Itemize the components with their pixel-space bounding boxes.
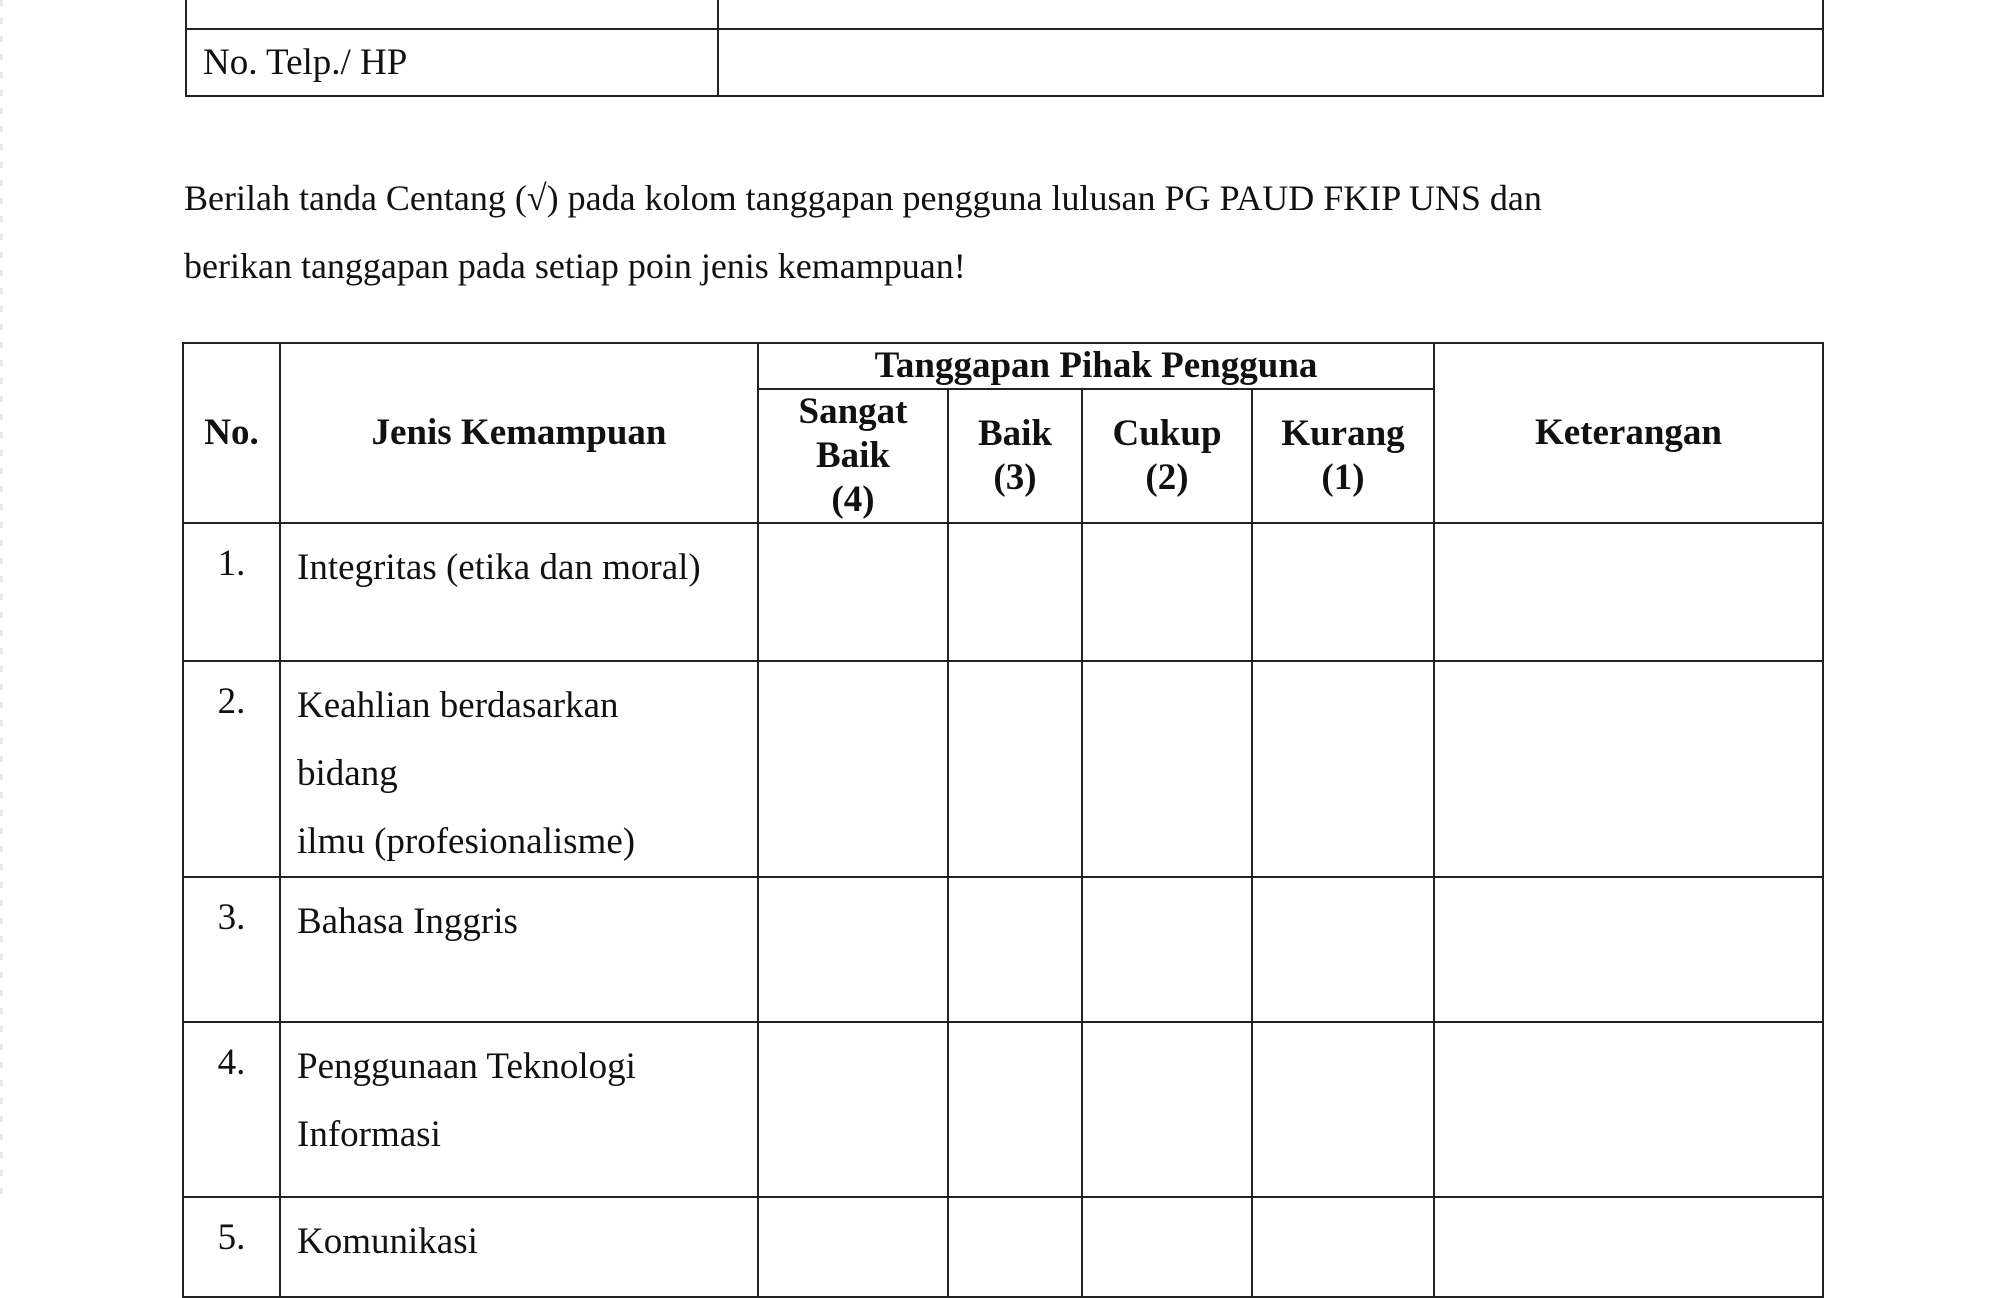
remarks-cell[interactable] xyxy=(1434,523,1823,661)
rating-cell-3[interactable] xyxy=(948,877,1082,1022)
rating-cell-2[interactable] xyxy=(1082,1022,1252,1197)
scale-fair-line1: Cukup xyxy=(1112,413,1222,454)
rating-cell-1[interactable] xyxy=(1252,1022,1434,1197)
ability-cell xyxy=(280,1197,758,1297)
header-scale-poor xyxy=(1252,389,1434,523)
remarks-cell[interactable] xyxy=(1434,1197,1823,1297)
table-row xyxy=(183,661,1823,877)
scale-good-line2: (3) xyxy=(993,457,1037,498)
scale-fair-line2: (2) xyxy=(1145,457,1189,498)
header-scale-very-good xyxy=(758,389,948,523)
rating-cell-4[interactable] xyxy=(758,877,948,1022)
rating-cell-2[interactable] xyxy=(1082,877,1252,1022)
ability-text: Komunikasi xyxy=(297,1221,478,1262)
ability-text: Keahlian berdasarkan xyxy=(297,685,619,726)
rating-cell-1[interactable] xyxy=(1252,523,1434,661)
instruction-line-1: Berilah tanda Centang (√) pada kolom tanggapan pengguna lulusan PG PAUD FKIP UNS dan xyxy=(184,178,1542,218)
scale-very-good-line1: Sangat xyxy=(798,391,908,432)
rating-cell-1[interactable] xyxy=(1252,877,1434,1022)
remarks-cell[interactable] xyxy=(1434,1022,1823,1197)
ability-text: bidang xyxy=(297,753,398,794)
row-number: 5. xyxy=(183,1197,280,1297)
row-number: 2. xyxy=(183,661,280,877)
remarks-cell[interactable] xyxy=(1434,877,1823,1022)
contact-label-cell xyxy=(186,0,718,29)
rating-cell-4[interactable] xyxy=(758,1197,948,1297)
rating-cell-2[interactable] xyxy=(1082,1197,1252,1297)
ability-cell xyxy=(280,661,758,877)
phone-value-field[interactable] xyxy=(718,29,1823,96)
ability-text: ilmu (profesionalisme) xyxy=(297,821,636,862)
rating-cell-3[interactable] xyxy=(948,523,1082,661)
scale-good-line1: Baik xyxy=(977,413,1053,454)
scale-poor-line2: (1) xyxy=(1321,457,1365,498)
table-row xyxy=(183,1022,1823,1197)
rating-cell-1[interactable] xyxy=(1252,661,1434,877)
row-number: 4. xyxy=(183,1022,280,1197)
header-no: No. xyxy=(183,343,280,523)
rating-cell-1[interactable] xyxy=(1252,1197,1434,1297)
instruction-paragraph xyxy=(184,164,1774,300)
phone-label: No. Telp./ HP xyxy=(186,29,718,96)
contact-value-field[interactable] xyxy=(718,0,1823,29)
scale-poor-line1: Kurang xyxy=(1281,413,1405,454)
contact-row-phone xyxy=(186,29,1823,96)
header-row-group xyxy=(183,343,1823,389)
table-row xyxy=(183,877,1823,1022)
contact-row xyxy=(186,0,1823,29)
header-scale-fair xyxy=(1082,389,1252,523)
rating-cell-3[interactable] xyxy=(948,1197,1082,1297)
ability-text: Informasi xyxy=(297,1114,441,1155)
table-row xyxy=(183,523,1823,661)
ability-cell xyxy=(280,1022,758,1197)
ability-text: Bahasa Inggris xyxy=(297,901,518,942)
rating-cell-3[interactable] xyxy=(948,661,1082,877)
scan-edge-marks xyxy=(0,0,3,1200)
rating-cell-2[interactable] xyxy=(1082,661,1252,877)
scale-very-good-line3: (4) xyxy=(831,479,875,520)
header-response-group: Tanggapan Pihak Pengguna xyxy=(758,343,1434,389)
rating-cell-4[interactable] xyxy=(758,661,948,877)
rating-cell-4[interactable] xyxy=(758,1022,948,1197)
ability-cell xyxy=(280,523,758,661)
remarks-cell[interactable] xyxy=(1434,661,1823,877)
header-remarks: Keterangan xyxy=(1434,343,1823,523)
scale-very-good-line2: Baik xyxy=(815,435,891,476)
contact-info-table xyxy=(185,0,1824,97)
rating-cell-4[interactable] xyxy=(758,523,948,661)
assessment-table xyxy=(182,342,1824,1298)
table-row xyxy=(183,1197,1823,1297)
ability-text: Integritas (etika dan moral) xyxy=(297,547,701,588)
rating-cell-3[interactable] xyxy=(948,1022,1082,1197)
header-ability: Jenis Kemampuan xyxy=(280,343,758,523)
ability-cell xyxy=(280,877,758,1022)
header-scale-good xyxy=(948,389,1082,523)
row-number: 3. xyxy=(183,877,280,1022)
ability-text: Penggunaan Teknologi xyxy=(297,1046,636,1087)
rating-cell-2[interactable] xyxy=(1082,523,1252,661)
row-number: 1. xyxy=(183,523,280,661)
instruction-line-2: berikan tanggapan pada setiap poin jenis kemampuan! xyxy=(184,246,966,286)
